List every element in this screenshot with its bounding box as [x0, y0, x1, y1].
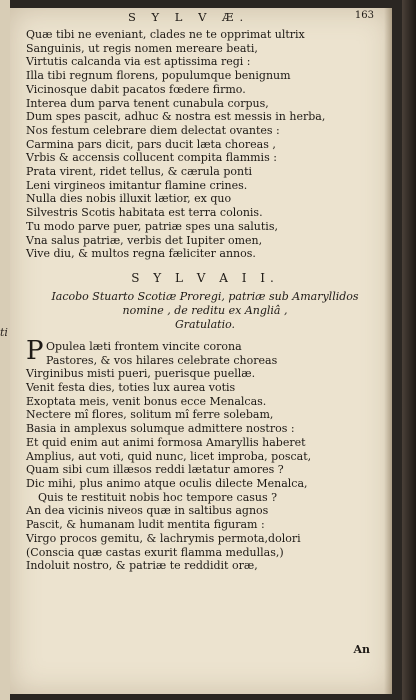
verse-line: Quæ tibi ne eveniant, clades ne te opprimat ultrix [26, 28, 305, 41]
verse-line: Et quid enim aut animi formosa Amaryllis haberet [26, 435, 306, 449]
dedication-line: Gratulatio. [174, 317, 236, 331]
drop-cap: P [26, 335, 44, 366]
verse-line: Vna salus patriæ, verbis det Iupiter omen, [26, 233, 263, 247]
verse-line: Pascit, & humanam ludit mentita figuram : [26, 518, 265, 532]
verse-line: Quis te restituit nobis hoc tempore casus ? [38, 490, 278, 504]
verse-line: Nectere mî flores, solitum mî ferre solebam, [26, 408, 274, 422]
verse-line: Amplius, aut voti, quid nunc, licet improba, poscat, [26, 449, 312, 463]
verse-line: Vrbis & accensis collucent compita flammis : [26, 151, 277, 165]
verse-line: Sanguinis, ut regis nomen mereare beati, [26, 41, 258, 55]
verse-line: Tu modo parve puer, patriæ spes una salutis, [26, 219, 278, 233]
verse-line: Nos festum celebrare diem delectat ovantes : [26, 123, 280, 137]
verse-line: Silvestris Scotis habitata est terra colonis. [26, 206, 263, 220]
page-number: 163 [354, 10, 374, 21]
verse-line: Vicinosque dabit pacatos fœdere firmo. [26, 82, 246, 96]
verse-line: Virginibus misti pueri, puerisque puellæ. [26, 367, 256, 381]
verse-line: (Conscia quæ castas exurit flamma medullas,) [26, 545, 284, 559]
verse-line: Pastores, & vos hilares celebrate choreas [46, 353, 278, 367]
verse-line: Indoluit nostro, & patriæ te reddidit oræ, [26, 559, 258, 573]
verse-line: Interea dum parva tenent cunabula corpus, [26, 96, 269, 110]
first-line-text: Opulea læti frontem vincite corona [46, 339, 242, 353]
poem-1 [26, 28, 384, 261]
verse-line: Dum spes pascit, adhuc & nostra est messis in herba, [26, 110, 326, 124]
verse-line: Prata virent, ridet tellus, & cærula ponti [26, 165, 253, 179]
running-title: S Y L V Æ. [128, 10, 250, 24]
catchword: An [353, 643, 370, 656]
poem-2 [26, 335, 384, 573]
page-header [40, 8, 384, 28]
book-page [10, 8, 392, 694]
dedication-line: nomine , de reditu ex Angliâ , [122, 303, 288, 317]
verse-line: Nulla dies nobis illuxit lætior, ex quo [26, 192, 232, 206]
verse-line: Basia in amplexus solumque admittere nostros : [26, 422, 295, 436]
dedication [26, 290, 384, 332]
verse-line: Exoptata meis, venit bonus ecce Menalcas. [26, 394, 267, 408]
page-gutter-shadow [384, 8, 392, 694]
page-body [26, 28, 384, 573]
verse-line: Illa tibi regnum florens, populumque benignum [26, 69, 291, 83]
margin-fragment: ti [0, 326, 8, 339]
dedication-line: Iacobo Stuarto Scotiæ Proregi, patriæ sub Amaryllidos [51, 289, 359, 303]
verse-line: An dea vicinis niveos quæ in saltibus agnos [26, 504, 269, 518]
verse-line: Dic mihi, plus animo atque oculis dilecte Menalca, [26, 476, 308, 490]
verse-line: Quam sibi cum illæsos reddi lætatur amores ? [26, 463, 284, 477]
verse-line: Virtutis calcanda via est aptissima regi : [26, 55, 251, 69]
verse-line: Carmina pars dicit, pars ducit læta choreas , [26, 137, 276, 151]
book-edge-shadow [402, 0, 416, 700]
section-heading: S Y L V A I I. [131, 270, 279, 285]
verse-line: Leni virgineos imitantur flamine crines. [26, 178, 248, 192]
verse-line: Venit festa dies, toties lux aurea votis [26, 381, 236, 395]
verse-line: Virgo procos gemitu, & lachrymis permota,dolori [26, 531, 301, 545]
verse-line: Vive diu, & multos regna fæliciter annos. [26, 247, 256, 261]
previous-page-edge [0, 0, 10, 700]
